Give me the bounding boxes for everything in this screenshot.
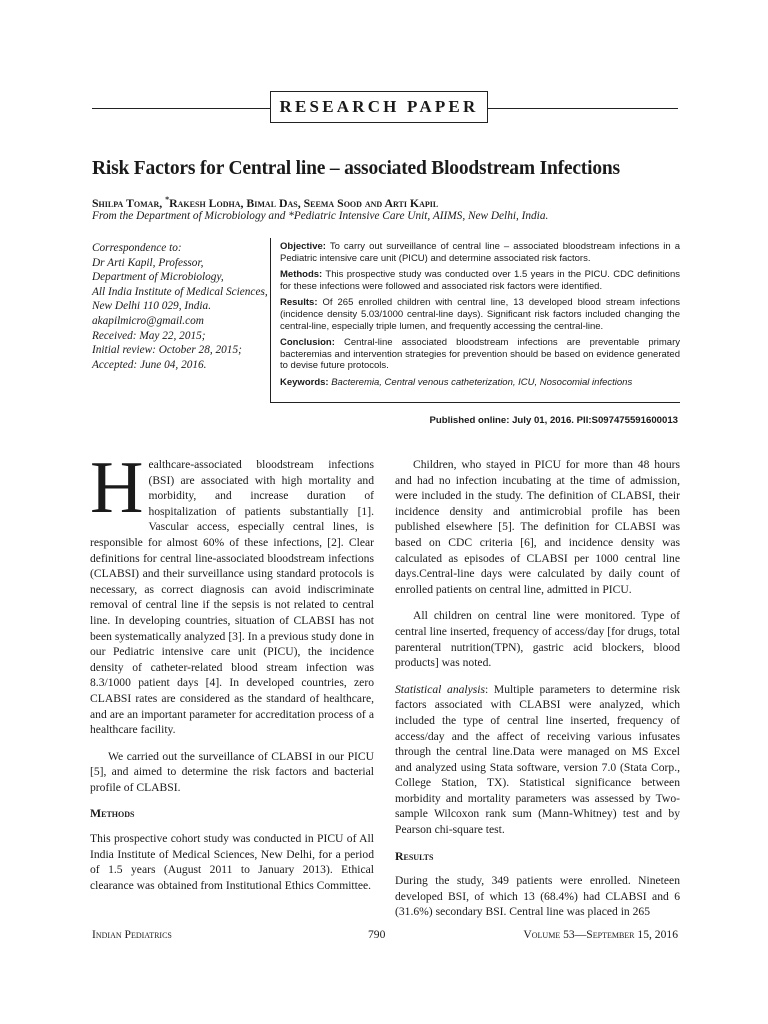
author-rest: Rakesh Lodha, Bimal Das, Seema Sood and Arti Kapil xyxy=(169,195,439,210)
section-banner xyxy=(270,91,488,123)
intro-paragraph xyxy=(90,447,374,738)
body-column-left xyxy=(90,447,374,904)
statistics-text: : Multiple parameters to determine risk factors associated with CLABSI were analyzed, which included the type of central line inserted, frequency of access/day and the affect of receiving various infusates through the central line.Data were managed on MS Excel and analyzed using Stata software, version 7.0 (Stata Corp., College Station, TX). Statistical significance between morbidity and mortality parameters was assessed by Two-sample Wilcoxon rank sum (Mann-Whitney) test and by Pearson chi-square test. xyxy=(395,682,681,837)
methods-heading: Methods xyxy=(90,806,135,821)
keywords-label: Keywords: xyxy=(280,376,329,388)
volume-date: Volume 53—September 15, 2016 xyxy=(523,928,678,941)
objective-label: Objective: xyxy=(280,241,326,252)
statistics-label: Statistical analysis xyxy=(395,682,486,696)
intro-text: ealthcare-associated bloodstream infections (BSI) are associated with high mortality and morbidity, and increase duration of hospitalization of patients substantially [1]. Vascular access, especially central lines, is responsible for almost 60% of these infections, [2]. Clear definitions for central line-associated bloodstream infections (CLABSI) and their surveillance using standard protocols is necessary, as correct diagnosis can avoid indiscriminate removal of central line if the sepsis is not related to central line. In developing countries, situation of CLABSI has not been systematically analyzed [3]. In a previous study done in our Pediatric intensive care unit (PICU), the incidence density of catheter-related blood stream infection was 8.3/1000 patient days [4]. In developed countries, zero CLABSI rates are considered as the standard of healthcare, and are an important parameter for accreditation process of a healthcare facility. xyxy=(90,458,374,737)
section-banner-label: RESEARCH PAPER xyxy=(279,97,479,116)
results-paragraph: During the study, 349 patients were enrolled. Nineteen developed BSI, of which 13 (68.4%) had CLABSI and 6 (31.6%) secondary BSI. Central line was placed in 265 xyxy=(395,874,680,919)
results-label: Results: xyxy=(280,297,318,309)
author-list xyxy=(92,195,692,211)
statistics-paragraph xyxy=(395,682,680,838)
review-date: Initial review: October 28, 2015; xyxy=(92,344,242,357)
author-star: * xyxy=(165,195,170,204)
abstract-box xyxy=(270,238,680,403)
results-heading: Results xyxy=(395,848,434,863)
published-online: Published online: July 01, 2016. PII:S097475591600013 xyxy=(429,415,678,426)
methods-text: This prospective study was conducted over 1.5 years in the PICU. CDC definitions for these infections were followed and associated risk factors were identified. xyxy=(280,269,680,292)
correspondence-line: Dr Arti Kapil, Professor, xyxy=(92,256,204,269)
aim-paragraph: We carried out the surveillance of CLABSI in our PICU [5], and aimed to determine the risk factors and bacterial profile of CLABSI. xyxy=(90,749,374,794)
author-first: Shilpa Tomar, xyxy=(92,195,166,210)
abstract-keywords xyxy=(280,377,680,389)
affiliation: From the Department of Microbiology and *Pediatric Intensive Care Unit, AIIMS, New Delhi, India. xyxy=(92,210,549,222)
conclusion-label: Conclusion: xyxy=(280,337,335,349)
abstract-conclusion xyxy=(280,337,680,372)
abstract-objective xyxy=(280,241,680,264)
correspondence-line: New Delhi 110 029, India. xyxy=(92,300,212,313)
header-rule-right xyxy=(488,108,678,109)
methods-label: Methods: xyxy=(280,269,323,281)
journal-name: Indian Pediatrics xyxy=(92,928,172,941)
monitoring-paragraph: All children on central line were monitored. Type of central line inserted, frequency of access/day [for drugs, total parenteral nutrition(TPN), gastric acid blockers, blood products] was noted. xyxy=(395,609,680,670)
abstract-results xyxy=(280,297,680,332)
drop-cap: H xyxy=(90,447,144,529)
correspondence-line: Correspondence to: xyxy=(92,242,182,254)
body-column-right xyxy=(395,457,680,931)
results-text: Of 265 enrolled children with central line, 13 developed blood stream infections (incidence density 5.03/1000 central-line days). Significant risk factors included changing the central-line, especially triple lumen, and frequently accessing the central-line. xyxy=(280,297,680,332)
keywords-text: Bacteremia, Central venous catheterization, ICU, Nosocomial infections xyxy=(328,376,633,388)
accepted-date: Accepted: June 04, 2016. xyxy=(92,358,207,371)
correspondence-line: Department of Microbiology, xyxy=(92,271,224,284)
conclusion-text: Central-line associated bloodstream infections are preventable primary bacteremias and intervention strategies for prevention should be based on evidence generated to devise future protocols. xyxy=(280,337,680,372)
header-rule-left xyxy=(92,108,270,109)
correspondence-line: All India Institute of Medical Sciences, xyxy=(92,285,268,298)
article-title: Risk Factors for Central line – associated Bloodstream Infections xyxy=(92,158,620,179)
received-date: Received: May 22, 2015; xyxy=(92,329,206,342)
objective-text: To carry out surveillance of central line – associated bloodstream infections in a Pediatric intensive care unit (PICU) and determine associated risk factors. xyxy=(280,241,680,264)
page-number: 790 xyxy=(368,928,386,941)
correspondence-block xyxy=(92,241,272,372)
methods-paragraph: This prospective cohort study was conducted in PICU of All India Institute of Medical Sciences, New Delhi, for a period of 1.5 years (August 2011 to January 2013). Ethical clearance was obtained from Institutional Ethics Committee. xyxy=(90,832,374,892)
inclusion-paragraph: Children, who stayed in PICU for more than 48 hours and had no infection incubating at the time of admission, were included in the study. The definition of CLABSI, their incidence density and antimicrobial profile has been published elsewhere [5]. The definition for CLABSI was based on CDC criteria [6], and incidence density was calculated as episodes of CLABSI per 1000 central line days.Central-line days were calculated by daily count of enrolled patients on central line, admitted in PICU. xyxy=(395,458,680,596)
correspondence-email[interactable]: akapilmicro@gmail.com xyxy=(92,314,204,327)
abstract-methods xyxy=(280,269,680,292)
